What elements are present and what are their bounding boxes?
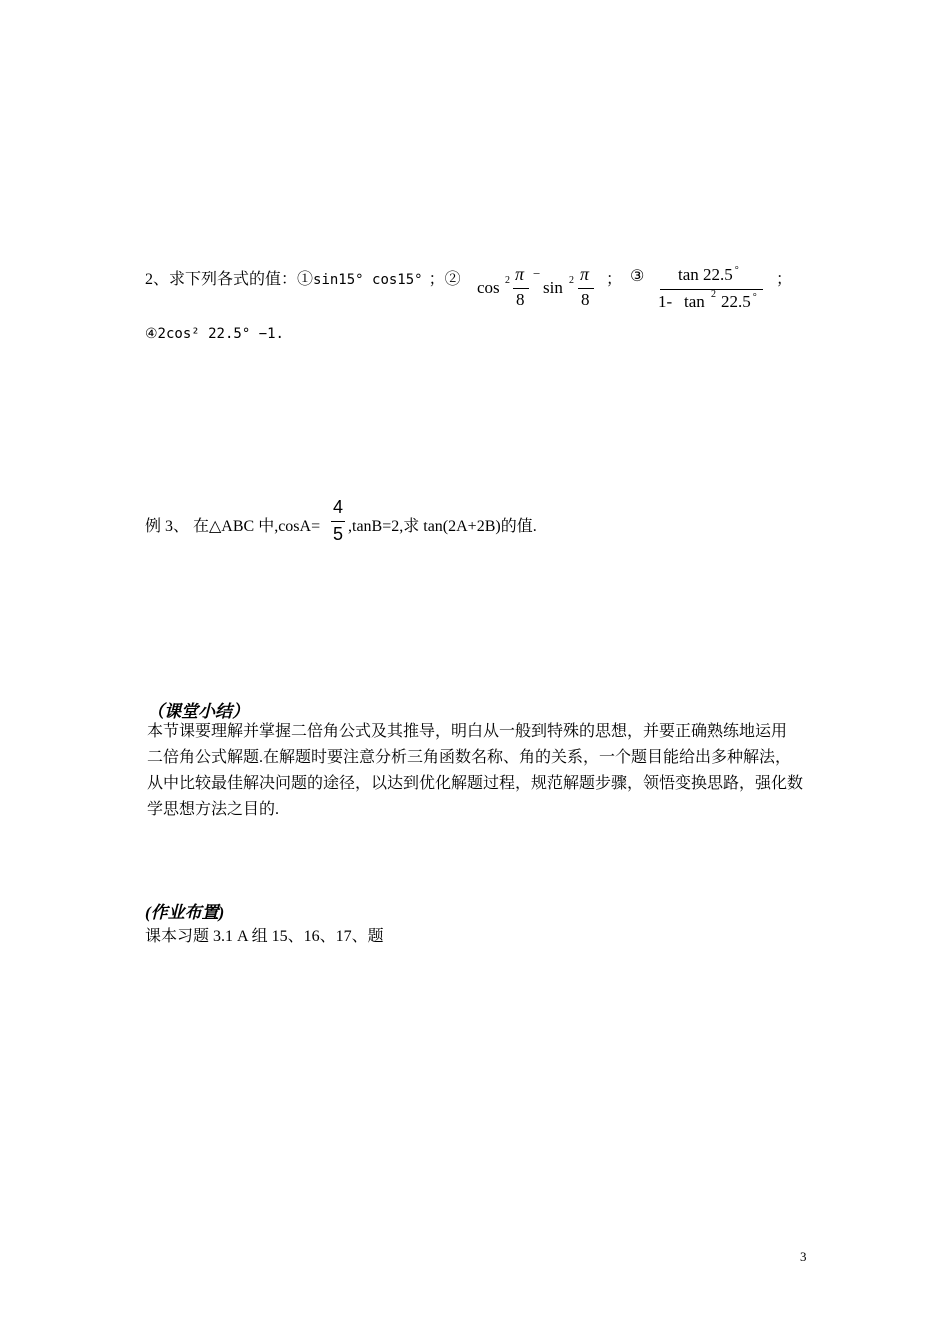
circled-three: ③ [630, 268, 645, 285]
example3-suffix: ,tanB=2,求 tan(2A+2B)的值. [348, 518, 537, 535]
cos-label: cos [477, 278, 500, 297]
degree-numerator: ° [734, 265, 739, 276]
summary-paragraph [147, 719, 812, 823]
denominator-exponent: 2 [711, 289, 716, 300]
denominator-one: 1- [658, 292, 673, 311]
homework-text: 课本习题 3.1 A 组 15、16、17、题 [145, 928, 384, 945]
tan-numerator-text: tan 22.5 [678, 265, 733, 284]
summary-line: 学思想方法之目的. [147, 801, 280, 818]
denominator-angle [721, 292, 757, 312]
example3-prefix: 例 3、 在△ABC 中,cosA= [145, 518, 321, 535]
sin-exponent: 2 [569, 275, 574, 286]
denominator-tan: tan [684, 292, 705, 311]
homework-heading: (作业布置) [145, 903, 225, 922]
eight-denominator-2: 8 [581, 290, 590, 309]
problem2-item4: ④2cos² 22.5° −1. [145, 326, 284, 342]
sin-label: sin [543, 278, 563, 297]
problem2-item1: sin15° cos15° [313, 272, 423, 288]
problem2-intro-text: 2、求下列各式的值：① [145, 271, 314, 288]
pi-numerator-2: π [580, 264, 590, 284]
summary-line: 二倍角公式解题.在解题时要注意分析三角函数名称、角的关系，一个题目能给出多种解法， [147, 749, 792, 766]
problem2-sep1: ；② [428, 271, 461, 288]
page-number: 3 [800, 1249, 807, 1264]
summary-heading: （课堂小结） [147, 702, 249, 721]
summary-line: 本节课要理解并掌握二倍角公式及其推导，明白从一般到特殊的思想，并要正确熟练地运用 [147, 723, 788, 740]
fraction-bar-1 [513, 288, 529, 289]
pi-numerator-1: π [515, 264, 525, 284]
cos-exponent: 2 [505, 275, 510, 286]
problem2-sep2: ； [606, 271, 623, 288]
tan-numerator [678, 265, 739, 285]
problem2-end: ； [776, 271, 793, 288]
summary-line: 从中比较最佳解决问题的途径，以达到优化解题过程，规范解题步骤，领悟变换思路，强化数 [147, 775, 804, 792]
problem2-intro [145, 266, 461, 289]
degree-denominator: ° [752, 292, 757, 303]
example3-fraction-bar [331, 521, 345, 522]
eight-denominator-1: 8 [516, 290, 525, 309]
example3-denominator: 5 [333, 524, 344, 544]
denominator-angle-text: 22.5 [721, 292, 751, 311]
minus-sign: − [533, 266, 541, 281]
fraction-bar-2 [578, 288, 594, 289]
example3-numerator: 4 [333, 497, 344, 517]
